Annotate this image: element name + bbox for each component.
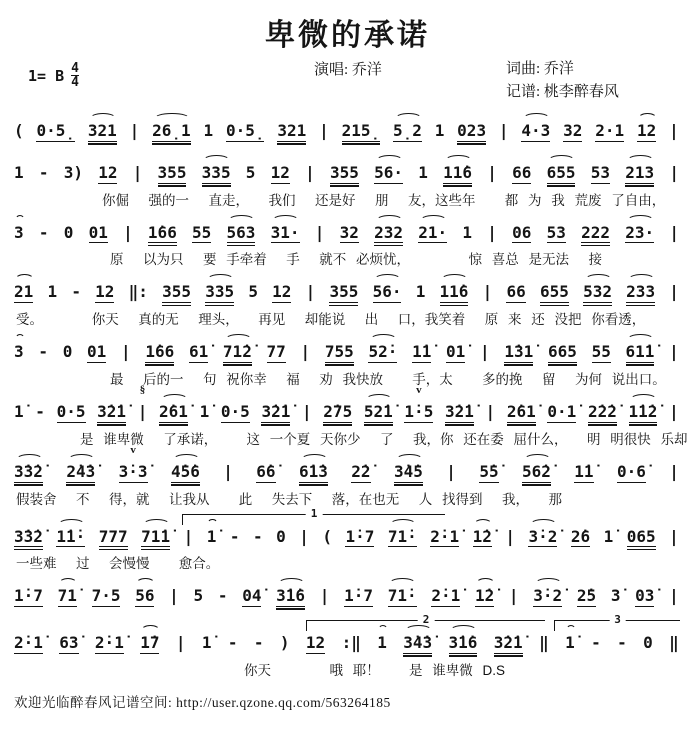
note-group: 3̇3̇2̇ <box>14 526 43 546</box>
volta-number: 2 <box>418 613 435 626</box>
note-group: 21· <box>418 222 448 242</box>
note-group: 56̇2̇ <box>521 461 551 481</box>
note-group: 0·5 <box>56 401 86 421</box>
lyrics-line: 你天 哦 耶！ 是 谁卑微 D.S <box>244 662 506 678</box>
note-group: 3̇2̇1̇ <box>261 401 291 421</box>
note-group: 1̇66 <box>145 342 175 362</box>
note-group: 563 <box>226 222 256 242</box>
barline: ‖: <box>128 282 148 302</box>
note-group: 321 <box>277 121 307 140</box>
note-group: 3̇1̇6 <box>448 633 478 653</box>
barline: | <box>669 461 679 481</box>
lyrics-line: 你倔 强的一 直走， 我们 还是好 朋 友，这些年 都 为 我 荒废 了自由， <box>102 192 666 208</box>
note-group: 52̇· <box>368 342 398 362</box>
note-group: 2̇6 <box>570 526 591 546</box>
note-group: 6̇6̇ <box>256 461 276 481</box>
note-group: 755 <box>324 342 354 362</box>
note-group: 213 <box>625 162 655 182</box>
meter-denominator: 4 <box>71 75 79 90</box>
note-group: 355 <box>162 282 191 302</box>
note-group: 1 <box>462 222 473 242</box>
notation-line <box>14 152 681 191</box>
note-group: 1̇31̇ <box>504 342 534 362</box>
note-group: 335 <box>201 162 231 182</box>
barline: | <box>129 121 140 140</box>
lyrics-line: 一些难 过 会慢慢 愈合。 <box>16 556 220 572</box>
song-title: 卑微的承诺 <box>265 19 430 52</box>
note-group: 2̇5 <box>576 586 597 606</box>
note-group: 5 <box>248 282 258 302</box>
note-group: 3̇4̇5 <box>393 461 423 481</box>
note-group: 12 <box>270 162 290 182</box>
key-label: 1= B <box>28 66 65 85</box>
note-group: 1̇1̇2̇ <box>628 401 658 421</box>
note-group: 321 <box>87 121 117 140</box>
barline: | <box>669 282 679 302</box>
note-group: 01̇ <box>446 342 466 362</box>
barline: | <box>505 526 515 546</box>
barline: | <box>121 342 131 362</box>
note-group: 1̇1̇ <box>574 461 594 481</box>
note-group: 61̇1̇ <box>625 342 655 362</box>
note-group: 2̇·1̇ <box>430 526 460 546</box>
notation-line <box>14 443 681 490</box>
note-group: 3 <box>14 222 24 242</box>
note-group: 665 <box>547 342 577 362</box>
note-group: 31· <box>270 222 300 242</box>
note-group: 355 <box>329 282 359 302</box>
barline: | <box>132 162 143 182</box>
note-group: 56· <box>374 162 404 182</box>
notation-line <box>14 331 681 370</box>
score-system <box>14 575 681 614</box>
barline: | <box>123 222 133 242</box>
barline: | § <box>137 383 148 421</box>
note-group: 1 <box>377 633 387 653</box>
note-group: 065 <box>626 526 656 546</box>
note-group: 12 <box>272 282 292 302</box>
note-group: - <box>38 342 48 362</box>
meter-numerator: 4 <box>71 61 79 76</box>
note-group: 03̇ <box>635 586 655 606</box>
note-group: 1̇2̇ <box>474 586 495 606</box>
note-group: 11̇6 <box>439 282 469 302</box>
note-group: 3̇1̇6 <box>276 586 306 606</box>
barline: | <box>487 162 497 182</box>
note-group: 12 <box>637 121 657 140</box>
note-group: 1 <box>418 162 428 182</box>
note-group: 2̇75 <box>323 401 353 421</box>
note-group: 0·6̇ <box>616 461 646 481</box>
note-group: 4̇5̇6 <box>170 461 200 481</box>
note-group: 61̇ <box>188 342 209 362</box>
note-group: 777 <box>98 526 128 546</box>
breath-mark: v <box>416 383 422 396</box>
score-body <box>14 110 688 679</box>
note-group: 2·1 <box>595 121 625 140</box>
barline: | <box>498 121 509 140</box>
note-group: 1̇ <box>603 526 614 546</box>
lyrics-line: 假装舍 不 得，就 让我从 此 失去下 落，在也无 人 找得到 我， 那 <box>16 491 563 507</box>
note-group: 52̇1̇ <box>363 401 393 421</box>
volta-number: 3 <box>609 613 626 626</box>
note-group: 1 <box>434 121 445 140</box>
note-group: 3̇3̇2̇ <box>14 461 43 481</box>
barline: | <box>305 162 315 182</box>
note-group: 77 <box>266 342 286 362</box>
notation-line <box>14 110 681 149</box>
notation-line <box>14 575 681 614</box>
note-group: 1̇ <box>199 401 210 421</box>
note-group: 3̇·3̇ v <box>118 443 148 481</box>
note-group: - <box>252 526 263 546</box>
note-group: 1 <box>415 282 426 302</box>
note-group: 3̇·2̇ <box>528 526 558 546</box>
note-group: - <box>217 586 228 606</box>
barline: | <box>669 121 679 140</box>
note-group: - <box>38 162 49 182</box>
note-group: 3) <box>63 162 83 182</box>
note-group: 2̇·1̇ <box>94 633 124 653</box>
barline: | <box>169 586 179 606</box>
note-group: 2̇61̇ <box>159 401 188 421</box>
barline: | <box>669 401 679 421</box>
note-group: - <box>35 401 45 421</box>
note-group: 3̇·2̇ <box>533 586 563 606</box>
note-group: 2̇61̇ <box>506 401 536 421</box>
note-group: 232 <box>374 222 404 242</box>
barline: | <box>300 342 311 362</box>
note-group: 3̇ <box>610 586 621 606</box>
note-group: 2̇·1̇ <box>14 633 43 653</box>
note-group: 0 <box>276 526 286 546</box>
note-group: 5 <box>193 586 204 606</box>
note-group: 55 <box>591 342 611 362</box>
note-group: 71̇1̇ <box>141 526 171 546</box>
note-group: 0·5̣ <box>36 121 76 140</box>
lyrics-line: 原 以为只 要 手牵着 手 就不 必烦忧， 惊 喜总 是无法 接 <box>110 252 603 268</box>
note-group: 23· <box>625 222 655 242</box>
note-group: 355 <box>330 162 359 182</box>
note-group: 11̇6 <box>443 162 473 182</box>
note-group: 233 <box>626 282 656 302</box>
note-group: 3̇2̇1̇ <box>444 401 474 421</box>
note-group: - <box>253 633 264 653</box>
note-group: 023 <box>457 121 487 140</box>
note-group: 3̇4̇3̇ <box>403 633 433 653</box>
note-group: 12 <box>98 162 118 182</box>
note-group: 5̣2 <box>392 121 422 140</box>
score-system <box>14 331 681 388</box>
note-group: 1̇ <box>14 401 24 421</box>
note-group: ( <box>14 121 24 140</box>
barline: | <box>305 282 316 302</box>
note-group: 1̇ <box>565 633 575 653</box>
note-group: ( <box>322 526 332 546</box>
barline: | <box>319 586 330 606</box>
note-group: 32 <box>563 121 583 140</box>
note-group: 26̣1 <box>152 121 191 140</box>
barline: ‖ <box>539 633 549 653</box>
breath-mark: v <box>130 443 136 456</box>
segno-mark: § <box>139 383 146 396</box>
singer-credit: 演唱: 乔洋 <box>314 62 382 78</box>
note-group: 215̣ <box>341 121 381 140</box>
note-group: - <box>617 633 627 653</box>
note-group: 7·5 <box>91 586 121 606</box>
note-group: 4·3 <box>521 121 551 140</box>
barline: | <box>669 526 679 546</box>
note-group: 56 <box>135 586 155 606</box>
note-group: 01 <box>88 222 108 242</box>
note-group: 56· <box>372 282 402 302</box>
note-group: 71̇ <box>57 586 77 606</box>
footer-note: 欢迎光临醉春风记谱空间: http://user.qzone.qq.com/563264185 <box>14 694 391 710</box>
note-group: 1̇ <box>206 526 217 546</box>
barline: | <box>480 342 490 362</box>
score-system <box>14 152 681 209</box>
note-group: 655 <box>546 162 576 182</box>
note-group: 1̇·7 <box>344 586 374 606</box>
notation-line <box>14 271 681 310</box>
note-group: 2̇4̇3̇ <box>66 461 96 481</box>
note-group: 532 <box>583 282 612 302</box>
barline: | <box>302 401 312 421</box>
note-group: 1̇·7 <box>345 526 375 546</box>
composer-credit: 词曲: 乔洋 <box>506 61 574 77</box>
note-group: 0 <box>63 222 74 242</box>
note-group: 1̇66 <box>147 222 177 242</box>
note-group: 6̇1̇3 <box>298 461 328 481</box>
note-group: 335 <box>205 282 235 302</box>
note-group: 66 <box>506 282 526 302</box>
note-group: 1 <box>203 121 214 140</box>
note-group: 2̇2̇2̇ <box>587 401 617 421</box>
note-group: 63̇ <box>59 633 79 653</box>
score-system <box>14 443 681 508</box>
credits-column <box>506 58 619 105</box>
note-group: 1̇ <box>201 633 212 653</box>
notation-line <box>14 212 681 251</box>
barline: | <box>314 222 325 242</box>
note-group: 1̇·5 v <box>404 383 434 421</box>
barline: | <box>482 282 493 302</box>
note-group: 2̇2̇ <box>351 461 371 481</box>
note-group: 06 <box>512 222 532 242</box>
note-group: 1̇1̇· <box>56 526 86 546</box>
barline: | <box>487 222 497 242</box>
note-group: 04̇ <box>242 586 262 606</box>
note-group: 0·5̣ <box>225 121 265 140</box>
note-group: 0 <box>643 633 653 653</box>
note-group: 355 <box>157 162 187 182</box>
note-group: 1 <box>14 162 24 182</box>
note-group: 12 <box>305 633 326 653</box>
note-group: 1̇·7 <box>14 586 43 606</box>
note-group: 71̇· <box>387 526 417 546</box>
lyrics-line: 最 后的一 句 祝你幸 福 劝 我快放 手，太 多的挽 留 为何 说出口。 <box>110 371 666 387</box>
lyrics-line: 是 谁卑微 了承诺， 这 一个夏 天你少 了 我，你 还在委 屈什么， 明 明很快 乐却 <box>80 431 688 447</box>
barline: :‖ <box>341 633 361 653</box>
note-group: 32 <box>339 222 359 242</box>
score-system <box>14 506 681 573</box>
note-group: 1 <box>47 282 58 302</box>
note-group: 222 <box>581 222 610 242</box>
note-group: 1̇7 <box>140 633 160 653</box>
note-group: 3 <box>14 342 24 362</box>
score-meta <box>14 56 681 110</box>
note-group: 66 <box>512 162 532 182</box>
barline: | <box>299 526 309 546</box>
note-group: 0·5 <box>220 401 250 421</box>
barline: | <box>669 342 679 362</box>
note-group: 3̇2̇1̇ <box>97 401 127 421</box>
note-group: 71̇2̇ <box>222 342 252 362</box>
volta-number: 1 <box>306 507 323 520</box>
lyrics-line: 受。 你天 真的无 理头， 再见 却能说 出 口，我笑着 原 来 还 没把 你看透， <box>16 312 646 328</box>
score-system <box>14 212 681 269</box>
barline: | <box>669 586 679 606</box>
score-system <box>14 613 681 679</box>
notator-credit: 记谱: 桃李醉春风 <box>506 84 619 101</box>
note-group: 5̇5̇ <box>479 461 499 481</box>
note-group: 5 <box>245 162 256 182</box>
note-group: 0·1̇ <box>547 401 577 421</box>
barline: | <box>485 401 496 421</box>
note-group: 55 <box>192 222 212 242</box>
barline: ‖ <box>669 633 679 653</box>
barline: | <box>175 633 186 653</box>
note-group: 01 <box>87 342 107 362</box>
score-system <box>14 383 688 448</box>
note-group: 1̇1̇ <box>412 342 432 362</box>
note-group: 71̇· <box>387 586 417 606</box>
barline: | <box>446 461 456 481</box>
barline: | <box>183 526 194 546</box>
note-group: 53 <box>590 162 610 182</box>
score-system <box>14 271 681 328</box>
note-group: 0 <box>62 342 73 362</box>
note-group: ) <box>279 633 290 653</box>
barline: | <box>223 461 233 481</box>
note-group: - <box>229 526 240 546</box>
note-group: - <box>591 633 601 653</box>
time-signature <box>71 62 79 89</box>
note-group: 12 <box>95 282 115 302</box>
note-group: 1̇2̇ <box>472 526 492 546</box>
score-system <box>14 110 681 149</box>
note-group: - <box>71 282 81 302</box>
note-group: - <box>227 633 238 653</box>
note-group: - <box>38 222 49 242</box>
barline: | <box>319 121 329 140</box>
note-group: 21 <box>14 282 34 302</box>
barline: | <box>669 162 679 182</box>
notation-line <box>14 383 681 430</box>
key-signature <box>28 62 79 89</box>
note-group: 655 <box>539 282 569 302</box>
note-group: 3̇2̇1̇ <box>493 633 523 653</box>
note-group: 53 <box>546 222 566 242</box>
barline: | <box>669 222 679 242</box>
note-group: 2̇·1̇ <box>431 586 461 606</box>
barline: | <box>508 586 519 606</box>
